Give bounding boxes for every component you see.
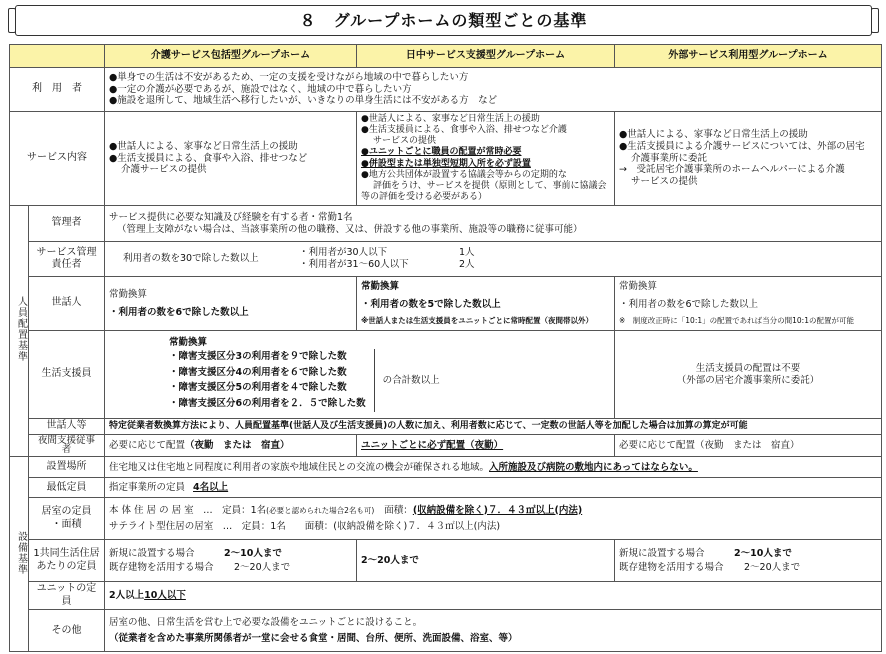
life-support-item: ・障害支援区分5の利用者を４で除した数 bbox=[169, 382, 347, 394]
facility-group-label bbox=[10, 457, 29, 652]
caretaker-c2-title: 常勤換算 bbox=[361, 281, 400, 293]
residence-r2: サテライト型住居の居室 … 定員：1名 面積：(収納設備を除く)７．４３㎡以上(内法) bbox=[109, 521, 501, 533]
residence-r1-b: (必要と認められた場合2名も可) bbox=[266, 505, 375, 515]
manager-line: （管理上支障がない場合は、当該事業所の他の職務、又は、併設する他の事業所、施設等の職務に従事可能） bbox=[117, 223, 583, 235]
min-cap-text: 指定事業所の定員 bbox=[109, 482, 186, 493]
service-line: サービスの提供 bbox=[631, 176, 698, 188]
night-label-1: 夜間支援従事 bbox=[37, 434, 95, 446]
others-row bbox=[10, 610, 882, 652]
residence-r1-c: 面積： bbox=[384, 504, 413, 516]
life-support-title: 常勤換算 bbox=[169, 336, 208, 348]
life-support-col3 bbox=[615, 331, 882, 419]
svc-manager-label-2: 責任者 bbox=[51, 259, 82, 270]
per-house-c3-r2b: 2～20人まで bbox=[744, 562, 801, 574]
caretaker-etc-label: 世話人等 bbox=[29, 419, 105, 435]
service-line: ●世話人による、家事など日常生活上の援助 bbox=[361, 113, 540, 124]
svc-manager-main: 利用者の数を30で除した数以上 bbox=[123, 253, 259, 265]
caretaker-etc-row bbox=[10, 419, 882, 435]
svc-manager-row bbox=[10, 242, 882, 277]
life-support-content bbox=[105, 331, 615, 419]
night-c1-text: 必要に応じて配置 bbox=[109, 439, 186, 451]
caretaker-col1 bbox=[105, 277, 357, 331]
caretaker-col2 bbox=[357, 277, 615, 331]
residence-r1-d: (収納設備を除く)７．４３㎡以上(内法) bbox=[412, 504, 583, 516]
page-title: ８ グループホームの類型ごとの基準 bbox=[15, 5, 872, 36]
life-support-label: 生活支援員 bbox=[29, 331, 105, 419]
location-content bbox=[105, 457, 882, 478]
min-cap-row bbox=[10, 478, 882, 498]
svc-manager-label-1: サービス管理 bbox=[36, 246, 97, 258]
unit-cap-label: ユニットの定員 bbox=[29, 582, 105, 610]
unit-cap-text: 2人以上 bbox=[109, 590, 145, 601]
header-col2: 日中サービス支援型グループホーム bbox=[357, 45, 615, 68]
caretaker-row bbox=[10, 277, 882, 331]
min-cap-label: 最低定員 bbox=[29, 478, 105, 498]
others-line1: 居室の他、日常生活を営む上で必要な設備をユニットごとに設けること。 bbox=[109, 616, 423, 628]
service-col2 bbox=[357, 112, 615, 206]
service-line: → 受託居宅介護事業所のホームヘルパーによる介護 bbox=[619, 164, 845, 176]
per-house-col1 bbox=[105, 540, 357, 582]
service-line: ●生活支援員による介護サービスについては、外部の居宅 bbox=[619, 140, 865, 152]
life-support-sum: の合計数以上 bbox=[382, 374, 440, 386]
per-house-label-2: あたりの定員 bbox=[36, 560, 97, 572]
service-line: 等の評価を受ける必要がある） bbox=[361, 192, 488, 203]
life-support-c3-line1: 生活支援員の配置は不要 bbox=[695, 362, 801, 374]
night-label bbox=[29, 434, 105, 457]
night-label-2: 者 bbox=[61, 444, 72, 456]
per-house-c3-r2a: 既存建物を活用する場合 bbox=[619, 562, 724, 574]
caretaker-c3-text: ・利用者の数を6で除した数以上 bbox=[619, 299, 759, 311]
others-content bbox=[105, 610, 882, 652]
service-line-emph: ●併設型または単独型短期入所を必ず設置 bbox=[361, 158, 531, 169]
caretaker-etc-content: 特定従業者数換算方法により、人員配置基準(世話人及び生活支援員)の人数に加え、利用者数に応じて、一定数の世話人等を加配した場合は加算の算定が可能 bbox=[105, 419, 882, 435]
life-support-list bbox=[169, 349, 375, 413]
others-line2: （従業者を含めた事業所関係者が一堂に会せる食堂・居間、台所、便所、洗面設備、浴室、等） bbox=[109, 633, 518, 645]
residence-label bbox=[29, 498, 105, 540]
location-row bbox=[10, 457, 882, 478]
service-line: ●生活支援員による、食事や入浴、排せつなど介護 bbox=[361, 124, 567, 135]
service-line: ●世話人による、家事など日常生活上の援助 bbox=[109, 140, 298, 152]
life-support-row bbox=[10, 331, 882, 419]
users-row bbox=[10, 68, 882, 112]
night-row bbox=[10, 434, 882, 457]
min-cap-content bbox=[105, 478, 882, 498]
location-text-emph: 入所施設及び病院の敷地内にあってはならない。 bbox=[489, 461, 698, 473]
standards-table bbox=[9, 44, 882, 652]
residence-label-1: 居室の定員 bbox=[41, 506, 92, 518]
service-line: ●世話人による、家事など日常生活上の援助 bbox=[619, 128, 808, 140]
others-label: その他 bbox=[29, 610, 105, 652]
users-line: ●施設を退所して、地域生活へ移行したいが、いきなりの単身生活には不安がある方 など bbox=[109, 95, 498, 107]
per-house-c1-r2b: 2～20人まで bbox=[234, 562, 291, 574]
per-house-c3-r1b: 2～10人まで bbox=[734, 547, 792, 559]
caretaker-col3 bbox=[615, 277, 882, 331]
unit-cap-content bbox=[105, 582, 882, 610]
caretaker-label: 世話人 bbox=[29, 277, 105, 331]
header-row bbox=[10, 45, 882, 68]
service-line: 評価をうけ、サービスを提供（原則として、事前に協議会 bbox=[373, 181, 607, 191]
service-line: 介護サービスの提供 bbox=[121, 164, 207, 176]
svc-manager-count2: 2人 bbox=[459, 259, 475, 270]
per-house-label bbox=[29, 540, 105, 582]
night-c1-emph: （夜勤 または 宿直） bbox=[185, 439, 290, 451]
staff-group-label bbox=[10, 206, 29, 457]
header-col3: 外部サービス利用型グループホーム bbox=[615, 45, 882, 68]
location-text: 住宅地又は住宅地と同程度に利用者の家族や地域住民との交流の機会が確保される地域。 bbox=[109, 461, 490, 473]
service-line: ●地方公共団体が設置する協議会等からの定期的な bbox=[361, 169, 567, 180]
residence-row bbox=[10, 498, 882, 540]
users-label: 利 用 者 bbox=[10, 68, 105, 112]
per-house-row bbox=[10, 540, 882, 582]
per-house-col2: 2～20人まで bbox=[357, 540, 615, 582]
manager-row bbox=[10, 206, 882, 242]
caretaker-c2-note: ※世話人または生活支援員をユニットごとに常時配置（夜間帯以外） bbox=[361, 316, 593, 326]
staff-group-text: 人員配置基準 bbox=[15, 296, 27, 363]
service-line-emph: ●ユニットごとに職員の配置が常時必要 bbox=[361, 147, 522, 158]
night-col1 bbox=[105, 434, 357, 457]
residence-label-2: ・面積 bbox=[51, 518, 82, 530]
facility-group-text: 設備基準 bbox=[15, 530, 27, 575]
service-col3 bbox=[615, 112, 882, 206]
manager-content bbox=[105, 206, 882, 242]
svc-manager-range1: ・利用者が30人以下 bbox=[299, 247, 388, 259]
svc-manager-count1: 1人 bbox=[459, 247, 475, 259]
life-support-item: ・障害支援区分3の利用者を９で除した数 bbox=[169, 350, 347, 362]
min-cap-value: 4名以上 bbox=[193, 482, 229, 493]
per-house-label-1: 1共同生活住居 bbox=[33, 548, 100, 560]
svc-manager-content bbox=[105, 242, 882, 277]
service-line: 介護事業所に委託 bbox=[631, 152, 708, 164]
life-support-item: ・障害支援区分6の利用者を２．５で除した数 bbox=[169, 398, 366, 410]
night-col2: ユニットごとに必ず配置（夜勤） bbox=[357, 434, 615, 457]
life-support-item: ・障害支援区分4の利用者を６で除した数 bbox=[169, 366, 347, 378]
users-content bbox=[105, 68, 882, 112]
header-col1: 介護サービス包括型グループホーム bbox=[105, 45, 357, 68]
caretaker-c1-text: ・利用者の数を6で除した数以上 bbox=[109, 306, 249, 318]
service-row bbox=[10, 112, 882, 206]
users-line: ●一定の介護が必要であるが、施設ではなく、地域の中で暮らしたい方 bbox=[109, 83, 412, 95]
location-label: 設置場所 bbox=[29, 457, 105, 478]
users-line: ●単身での生活は不安があるため、一定の支援を受けながら地域の中で暮らしたい方 bbox=[109, 71, 469, 83]
per-house-c1-r2a: 既存建物を活用する場合 bbox=[109, 562, 214, 574]
svc-manager-label bbox=[29, 242, 105, 277]
night-col3: 必要に応じて配置（夜勤 または 宿直） bbox=[615, 434, 882, 457]
service-line: ●生活支援員による、食事や入浴、排せつなど bbox=[109, 152, 308, 164]
service-label: サービス内容 bbox=[10, 112, 105, 206]
svc-manager-range2: ・利用者が31～60人以下 bbox=[299, 259, 409, 270]
caretaker-c1-title: 常勤換算 bbox=[109, 288, 148, 300]
caretaker-c3-title: 常勤換算 bbox=[619, 281, 658, 293]
manager-label: 管理者 bbox=[29, 206, 105, 242]
per-house-col3 bbox=[615, 540, 882, 582]
caretaker-c2-text: ・利用者の数を5で除した数以上 bbox=[361, 299, 501, 311]
service-line: サービスの提供 bbox=[373, 136, 437, 146]
unit-cap-text-emph: 10人以下 bbox=[144, 590, 186, 601]
manager-line: サービス提供に必要な知識及び経験を有する者・常勤1名 bbox=[109, 211, 353, 223]
residence-content bbox=[105, 498, 882, 540]
per-house-c1-r1b: 2～10人まで bbox=[224, 547, 282, 559]
per-house-c1-r1a: 新規に設置する場合 bbox=[109, 547, 195, 559]
caretaker-c3-note: ※ 制度改正時に「10:1」の配置であれば当分の間10:1の配置が可能 bbox=[619, 316, 854, 326]
per-house-c3-r1a: 新規に設置する場合 bbox=[619, 547, 705, 559]
residence-r1-a: 本 体 住 居 の 居 室 … 定員：1名 bbox=[109, 504, 267, 516]
header-corner bbox=[10, 45, 105, 68]
unit-cap-row bbox=[10, 582, 882, 610]
life-support-c3-line2: （外部の居宅介護事業所に委託） bbox=[676, 374, 820, 386]
service-col1 bbox=[105, 112, 357, 206]
